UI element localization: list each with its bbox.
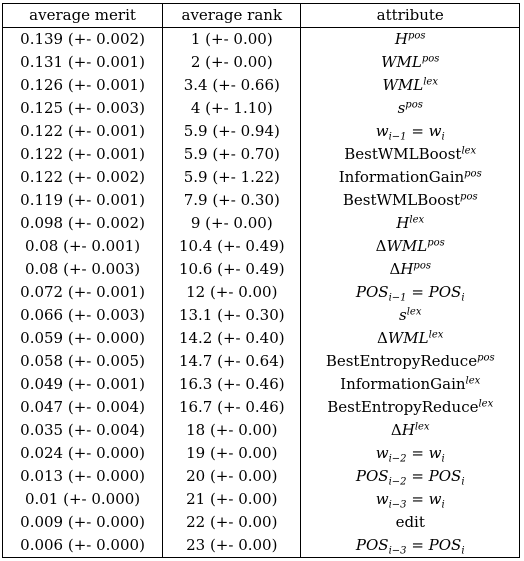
rank-cell: 21 (+- 0.00)	[163, 488, 301, 511]
table-row	[3, 212, 520, 235]
attribute-cell: $POS_{i-2} = POS_i$	[301, 465, 520, 488]
rank-cell: 22 (+- 0.00)	[163, 511, 301, 534]
table-row	[3, 465, 520, 488]
rank-cell: 12 (+- 0.00)	[163, 281, 301, 304]
merit-cell: 0.035 (+- 0.004)	[3, 419, 163, 442]
attribute-cell: $WML^{lex}$	[301, 74, 520, 97]
attribute-cell: $w_{i-3} = w_i$	[301, 488, 520, 511]
rank-cell: 5.9 (+- 1.22)	[163, 166, 301, 189]
attribute-cell: $\Delta H^{lex}$	[301, 419, 520, 442]
table-row	[3, 28, 520, 52]
header-average-merit: average merit	[3, 4, 163, 28]
table-row	[3, 51, 520, 74]
table-row	[3, 488, 520, 511]
attribute-cell: $POS_{i-3} = POS_i$	[301, 534, 520, 558]
attribute-cell: BestEntropyReduce$^{pos}$	[301, 350, 520, 373]
rank-cell: 10.6 (+- 0.49)	[163, 258, 301, 281]
table-row	[3, 74, 520, 97]
merit-cell: 0.098 (+- 0.002)	[3, 212, 163, 235]
table-row	[3, 534, 520, 558]
attribute-cell: BestWMLBoost$^{lex}$	[301, 143, 520, 166]
results-table	[2, 3, 520, 558]
table-row	[3, 304, 520, 327]
table-row	[3, 442, 520, 465]
merit-cell: 0.122 (+- 0.002)	[3, 166, 163, 189]
merit-cell: 0.08 (+- 0.003)	[3, 258, 163, 281]
rank-cell: 19 (+- 0.00)	[163, 442, 301, 465]
attribute-cell: $\Delta WML^{pos}$	[301, 235, 520, 258]
rank-cell: 4 (+- 1.10)	[163, 97, 301, 120]
merit-cell: 0.131 (+- 0.001)	[3, 51, 163, 74]
attribute-cell: $\Delta H^{pos}$	[301, 258, 520, 281]
table-row	[3, 97, 520, 120]
merit-cell: 0.119 (+- 0.001)	[3, 189, 163, 212]
attribute-cell: $H^{lex}$	[301, 212, 520, 235]
table-row	[3, 189, 520, 212]
merit-cell: 0.139 (+- 0.002)	[3, 28, 163, 52]
table-row	[3, 120, 520, 143]
table-row	[3, 396, 520, 419]
table-row	[3, 258, 520, 281]
attribute-cell: edit	[301, 511, 520, 534]
table-row	[3, 419, 520, 442]
attribute-cell: $w_{i-2} = w_i$	[301, 442, 520, 465]
table-row	[3, 143, 520, 166]
attribute-cell: $H^{pos}$	[301, 28, 520, 52]
attribute-cell: BestWMLBoost$^{pos}$	[301, 189, 520, 212]
header-row	[3, 4, 520, 28]
table-row	[3, 511, 520, 534]
merit-cell: 0.072 (+- 0.001)	[3, 281, 163, 304]
rank-cell: 20 (+- 0.00)	[163, 465, 301, 488]
rank-cell: 16.7 (+- 0.46)	[163, 396, 301, 419]
attribute-cell: InformationGain$^{pos}$	[301, 166, 520, 189]
rank-cell: 7.9 (+- 0.30)	[163, 189, 301, 212]
table-row	[3, 281, 520, 304]
merit-cell: 0.049 (+- 0.001)	[3, 373, 163, 396]
rank-cell: 18 (+- 0.00)	[163, 419, 301, 442]
merit-cell: 0.009 (+- 0.000)	[3, 511, 163, 534]
rank-cell: 9 (+- 0.00)	[163, 212, 301, 235]
merit-cell: 0.01 (+- 0.000)	[3, 488, 163, 511]
header-attribute: attribute	[301, 4, 520, 28]
header-average-rank: average rank	[163, 4, 301, 28]
attribute-cell: $\Delta WML^{lex}$	[301, 327, 520, 350]
merit-cell: 0.122 (+- 0.001)	[3, 120, 163, 143]
table-row	[3, 235, 520, 258]
merit-cell: 0.059 (+- 0.000)	[3, 327, 163, 350]
table-row	[3, 350, 520, 373]
merit-cell: 0.066 (+- 0.003)	[3, 304, 163, 327]
rank-cell: 5.9 (+- 0.70)	[163, 143, 301, 166]
rank-cell: 13.1 (+- 0.30)	[163, 304, 301, 327]
rank-cell: 5.9 (+- 0.94)	[163, 120, 301, 143]
attribute-cell: $w_{i-1} = w_i$	[301, 120, 520, 143]
merit-cell: 0.006 (+- 0.000)	[3, 534, 163, 558]
merit-cell: 0.024 (+- 0.000)	[3, 442, 163, 465]
attribute-cell: $s^{pos}$	[301, 97, 520, 120]
rank-cell: 23 (+- 0.00)	[163, 534, 301, 558]
table-row	[3, 166, 520, 189]
merit-cell: 0.047 (+- 0.004)	[3, 396, 163, 419]
merit-cell: 0.125 (+- 0.003)	[3, 97, 163, 120]
table-row	[3, 373, 520, 396]
merit-cell: 0.08 (+- 0.001)	[3, 235, 163, 258]
rank-cell: 10.4 (+- 0.49)	[163, 235, 301, 258]
merit-cell: 0.013 (+- 0.000)	[3, 465, 163, 488]
attribute-cell: $POS_{i-1} = POS_i$	[301, 281, 520, 304]
table-row	[3, 327, 520, 350]
rank-cell: 14.7 (+- 0.64)	[163, 350, 301, 373]
rank-cell: 14.2 (+- 0.40)	[163, 327, 301, 350]
merit-cell: 0.058 (+- 0.005)	[3, 350, 163, 373]
rank-cell: 3.4 (+- 0.66)	[163, 74, 301, 97]
attribute-cell: $s^{lex}$	[301, 304, 520, 327]
merit-cell: 0.122 (+- 0.001)	[3, 143, 163, 166]
rank-cell: 16.3 (+- 0.46)	[163, 373, 301, 396]
merit-cell: 0.126 (+- 0.001)	[3, 74, 163, 97]
rank-cell: 2 (+- 0.00)	[163, 51, 301, 74]
attribute-cell: InformationGain$^{lex}$	[301, 373, 520, 396]
attribute-cell: BestEntropyReduce$^{lex}$	[301, 396, 520, 419]
rank-cell: 1 (+- 0.00)	[163, 28, 301, 52]
attribute-cell: $WML^{pos}$	[301, 51, 520, 74]
